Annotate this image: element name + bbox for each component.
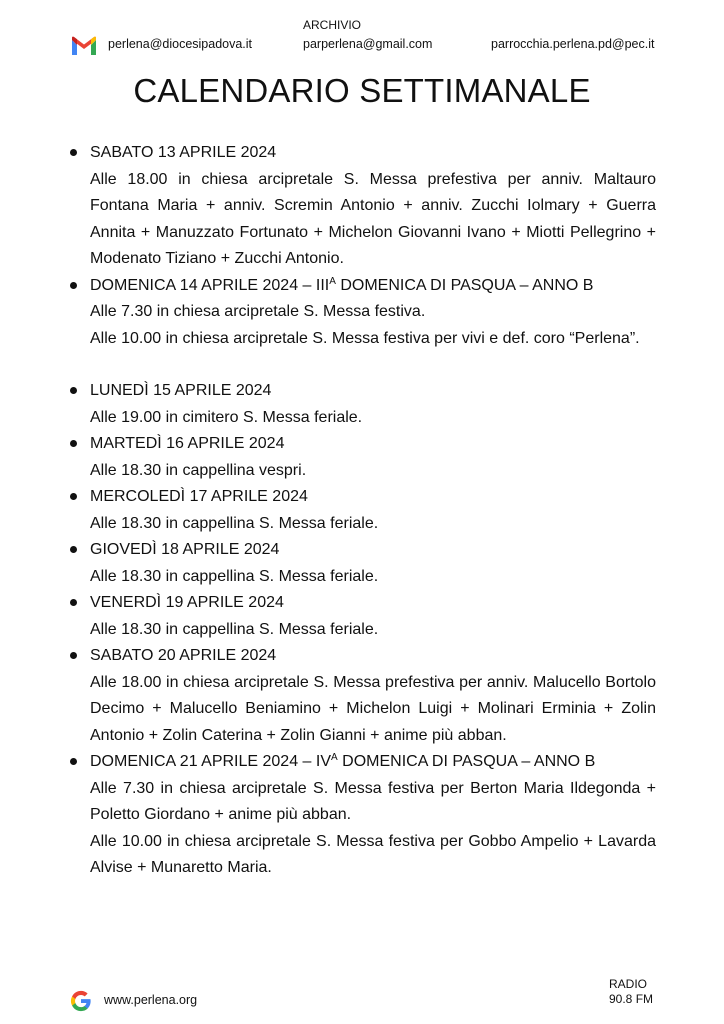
day-entry xyxy=(90,273,656,353)
event-text: Alle 18.30 in cappellina S. Messa feriale. xyxy=(90,514,379,532)
day-heading: LUNEDÌ 15 APRILE 2024 xyxy=(90,382,272,399)
bullet xyxy=(70,493,77,500)
bullet xyxy=(70,758,77,765)
website-link[interactable]: www.perlena.org xyxy=(104,993,198,1007)
event-text: Alle 10.00 in chiesa arcipretale S. Messa festiva per Gobbo Ampelio + Lavarda Alvise + Munaretto Maria. xyxy=(90,832,656,876)
bullet xyxy=(70,387,77,394)
email-gmail[interactable]: parperlena@gmail.com xyxy=(303,37,433,51)
day-entry xyxy=(90,140,656,273)
day-entry xyxy=(90,643,656,749)
day-entry xyxy=(90,484,656,537)
gmail-icon xyxy=(70,36,98,56)
bullet xyxy=(70,652,77,659)
radio-frequency: 90.8 FM xyxy=(609,992,654,1006)
bullet xyxy=(70,440,77,447)
radio-info xyxy=(609,977,653,1007)
day-heading: GIOVEDÌ 18 APRILE 2024 xyxy=(90,541,280,558)
event-text: Alle 7.30 in chiesa arcipretale S. Messa festiva per Berton Maria Ildegonda + Poletto Giordano + anime più abban. xyxy=(90,779,656,823)
archive-label: ARCHIVIO xyxy=(303,18,362,32)
day-entry xyxy=(90,431,656,484)
day-heading: SABATO 13 APRILE 2024 xyxy=(90,144,277,161)
event-text: Alle 10.00 in chiesa arcipretale S. Messa festiva per vivi e def. coro “Perlena”. xyxy=(90,329,640,347)
bullet xyxy=(70,599,77,606)
event-text: Alle 18.30 in cappellina vespri. xyxy=(90,461,307,479)
email-pec[interactable]: parrocchia.perlena.pd@pec.it xyxy=(491,37,655,51)
radio-label: RADIO xyxy=(609,977,648,991)
event-text: Alle 18.30 in cappellina S. Messa feriale. xyxy=(90,620,379,638)
bullet xyxy=(70,282,77,289)
day-entry xyxy=(90,749,656,882)
bullet xyxy=(70,546,77,553)
day-heading: VENERDÌ 19 APRILE 2024 xyxy=(90,594,284,611)
email-diocesi[interactable]: perlena@diocesipadova.it xyxy=(108,37,253,51)
day-heading: DOMENICA 14 APRILE $2024 - III^A$ DOMENICA DI PASQUA – ANNO B xyxy=(90,275,594,294)
schedule-list xyxy=(90,140,656,882)
bullet xyxy=(70,149,77,156)
event-text: Alle 7.30 in chiesa arcipretale S. Messa festiva. xyxy=(90,303,426,320)
day-heading: MARTEDÌ 16 APRILE 2024 xyxy=(90,435,285,452)
day-entry xyxy=(90,378,656,431)
day-heading: MERCOLEDÌ 17 APRILE 2024 xyxy=(90,488,308,505)
day-entry xyxy=(90,590,656,643)
day-entry xyxy=(90,537,656,590)
event-text: Alle 18.30 in cappellina S. Messa feriale. xyxy=(90,567,379,585)
day-heading: DOMENICA 21 APRILE $2024 - IV^A$ DOMENICA DI PASQUA – ANNO B xyxy=(90,752,596,770)
page-title: CALENDARIO SETTIMANALE xyxy=(133,72,591,109)
event-text: Alle 19.00 in cimitero S. Messa feriale. xyxy=(90,408,363,426)
day-heading: SABATO 20 APRILE 2024 xyxy=(90,647,277,664)
google-icon xyxy=(70,990,92,1012)
event-text: Alle 18.00 in chiesa arcipretale S. Messa prefestiva per anniv. Malucello Bortolo Decimo + Malucello Beniamino + Michelon Luigi + Molinari Erminia + Zolin Antonio + Zolin Caterina + Zolin Gianni + anime più abban. xyxy=(90,673,656,744)
event-text: Alle 18.00 in chiesa arcipretale S. Messa prefestiva per anniv. Maltauro Fontana Maria + anniv. Scremin Antonio + anniv. Zucchi Iolmary + Guerra Annita + Manuzzato Fortunato + Michelon Giovanni Ivano + Miotti Pellegrino + Modenato Tiziano + Zucchi Antonio. xyxy=(90,170,656,267)
